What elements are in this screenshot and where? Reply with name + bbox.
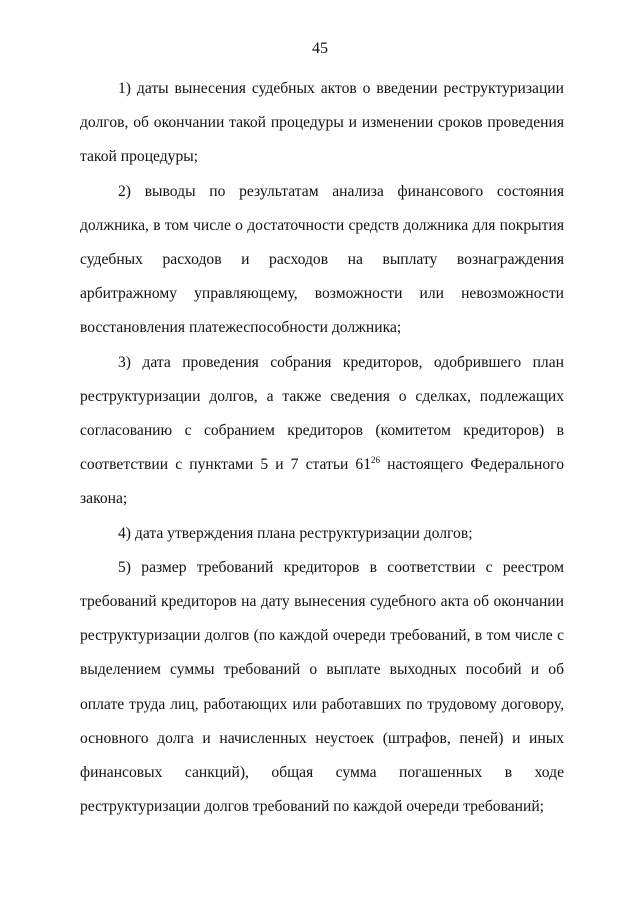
paragraph-1 [80,72,564,175]
paragraph-5-line-2: требований кредиторов на дату вынесения судебного акта об окончании [80,593,564,611]
paragraph-4-line-1: 4) дата утверждения плана реструктуризации долгов; [118,524,473,542]
paragraph-2-line-5: платежеспособности должника; [188,319,402,337]
paragraph-5-line-1: 5) размер требований кредиторов в соответствии с реестром [118,558,564,576]
paragraph-3-line-5: закона; [80,490,128,508]
paragraph-2-line-4: управляющему, возможности или невозможности восстановления [80,285,564,337]
paragraph-3-line-2: реструктуризации долгов, а также сведения о сделках, подлежащих [80,387,564,405]
paragraph-5-line-3: реструктуризации долгов (по каждой очереди требований, в том числе с [80,627,564,645]
paragraph-1-line-2: долгов, об окончании такой процедуры и изменении сроков проведения [80,114,564,132]
paragraph-5-line-7: финансовых санкций), общая сумма погашенных в ходе реструктуризации [80,764,564,816]
paragraph-5 [80,551,564,825]
paragraph-3-line-1: 3) дата проведения собрания кредиторов, одобрившего план [118,353,564,371]
paragraph-2-line-2: должника, в том числе о достаточности средств должника для покрытия [80,216,564,234]
paragraph-1-line-3: такой процедуры; [80,148,199,166]
paragraph-5-line-4: выделением суммы требований о выплате выходных пособий и об оплате [80,661,564,713]
paragraph-4 [80,517,564,551]
paragraph-3-line-4: соответствии с пунктами 5 и 7 статьи 61 [80,456,371,474]
paragraph-2-line-1: 2) выводы по результатам анализа финансового состояния [118,182,564,200]
page-number: 45 [312,40,328,57]
paragraph-5-line-5: труда лиц, работающих или работавших по трудовому договору, [129,695,564,713]
paragraph-3-line-3: согласованию с собранием кредиторов (комитетом кредиторов) в [80,422,564,440]
footnote-superscript: 26 [371,455,380,466]
paragraph-5-line-6: основного долга и начисленных неустоек (штрафов, пеней) и иных [80,729,564,747]
paragraph-2-line-3: судебных расходов и расходов на выплату вознаграждения арбитражному [80,251,564,303]
paragraph-3 [80,346,564,517]
paragraph-5-line-8: долгов требований по каждой очереди требований; [204,798,545,816]
paragraph-3-line-4-continuation: настоящего Федерального [380,456,564,474]
paragraph-1-line-1: 1) даты вынесения судебных актов о введении реструктуризации [118,80,564,97]
document-body [80,72,564,824]
paragraph-2 [80,175,564,346]
